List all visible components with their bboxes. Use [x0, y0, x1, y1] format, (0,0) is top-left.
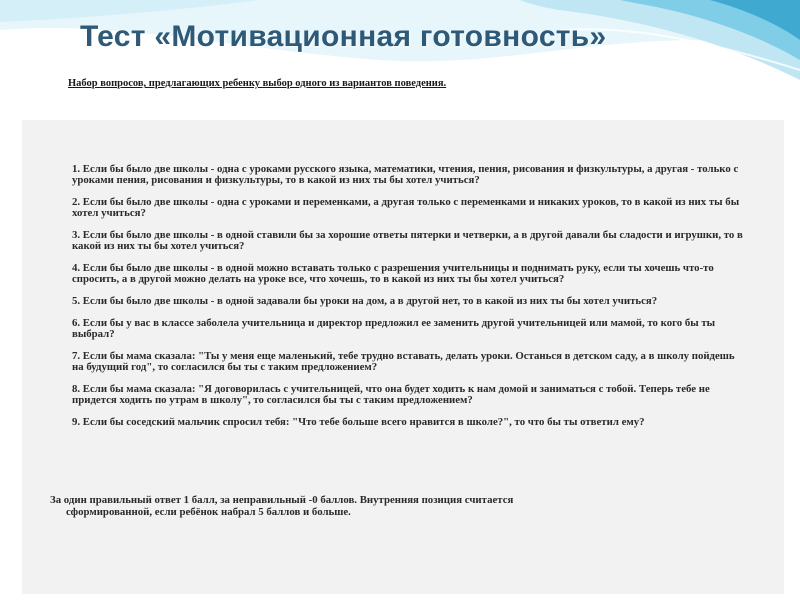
slide-subtitle: Набор вопросов, предлагающих ребенку выбор одного из вариантов поведения. [68, 78, 447, 89]
decorative-wave-header [0, 0, 800, 120]
question-item: 3. Если бы было две школы - в одной ставили бы за хорошие ответы пятерки и четверки, а в другой давали бы сладости и игрушки, то в какой из них ты бы хотел учиться? [72, 229, 743, 252]
question-item: 7. Если бы мама сказала: "Ты у меня еще маленький, тебе трудно вставать, делать уроки. Останься в детском саду, а в школу пойдешь на будущий год", то согласился бы ты с таким предложением? [72, 350, 735, 373]
scoring-conclusion [50, 494, 750, 518]
question-item: 2. Если бы было две школы - одна с уроками и переменками, а другая только с переменками и никаких уроков, то в какой из них ты бы хотел учиться? [72, 196, 740, 219]
question-item: 9. Если бы соседский мальчик спросил тебя: "Что тебе больше всего нравится в школе?", то что бы ты ответил ему? [72, 416, 645, 428]
conclusion-line-2: сформированной, если ребёнок набрал 5 баллов и больше. [66, 506, 351, 518]
conclusion-line-1: За один правильный ответ 1 балл, за неправильный -0 баллов. Внутренняя позиция считается [50, 494, 514, 506]
question-item: 5. Если бы было две школы - в одной задавали бы уроки на дом, а в другой нет, то в какой из них ты бы хотел учиться? [72, 295, 658, 307]
question-item: 4. Если бы было две школы - в одной можно вставать только с разрешения учительницы и поднимать руку, если ты хочешь что-то спросить, а в другой можно делать на уроке все, что хочешь, то в какой из них ты бы хотел учиться? [72, 262, 714, 285]
question-item: 6. Если бы у вас в классе заболела учительница и директор предложил ее заменить другой учительницей или мамой, то кого бы ты выбрал? [72, 317, 716, 340]
slide-title: Тест «Мотивационная готовность» [80, 20, 607, 53]
question-item: 1. Если бы было две школы - одна с уроками русского языка, математики, чтения, пения, рисования и физкультуры, а другая - только с уроками пения, рисования и физкультуры, то в какой из них ты бы хотел учиться? [72, 163, 739, 186]
question-list [72, 164, 746, 439]
question-item: 8. Если бы мама сказала: "Я договорилась с учительницей, что она будет ходить к нам домой и заниматься с тобой. Теперь тебе не придется ходить по утрам в школу", то согласился бы ты с таким предложением? [72, 383, 710, 406]
